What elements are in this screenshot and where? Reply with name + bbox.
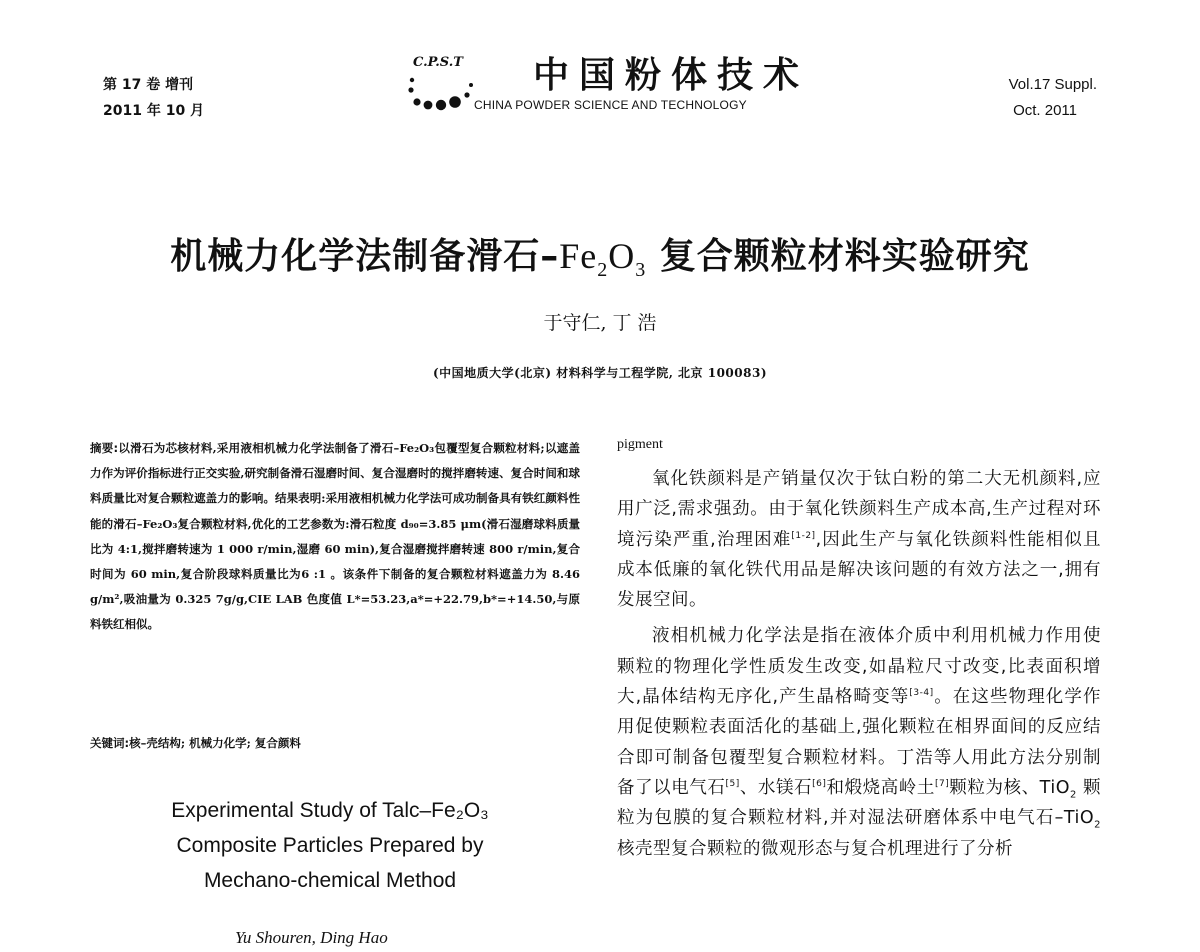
body-paragraph: 氧化铁颜料是产销量仅次于钛白粉的第二大无机颜料,应用广泛,需求强劲。由于氧化铁颜料生产成本高,生产过程对环境污染严重,治理困难[1-2],因此生产与氧化铁颜料性能相似且成本低廉的氧化铁代用品是解决该问题的有效方法之一,拥有发展空间。: [617, 469, 1102, 611]
journal-logo-icon: [405, 50, 477, 112]
english-authors: Yu Shouren, Ding Hao: [235, 928, 388, 947]
date-cn: 2011 年 10 月: [103, 103, 205, 119]
english-title-line2: Composite Particles Prepared by: [176, 834, 484, 857]
abstract-label: 摘要:: [90, 441, 119, 455]
english-title-line1: Experimental Study of Talc–Fe₂O₃: [171, 799, 489, 822]
header-volume-info: [103, 72, 204, 124]
body-paragraph: 液相机械力化学法是指在液体介质中利用机械力作用使颗粒的物理化学性质发生改变,如晶粒尺寸改变,比表面积增大,晶体结构无序化,产生晶格畸变等[3-4]。在这些物理化学作用促使颗粒表面活化的基础上,强化颗粒在相界面间的反应结合即可制备包覆型复合颗粒材料。丁浩等人用此方法分别制备了以电气石[5]、水镁石[6]和煅烧高岭土[7]颗粒为核、TiO$_2$ 颗粒为包膜的复合颗粒材料,并对湿法研磨体系中电气石–TiO$_2$ 核壳型复合颗粒的微观形态与复合机理进行了分析: [617, 626, 1102, 859]
keywords-text: 核–壳结构; 机械力化学; 复合颜料: [129, 736, 301, 750]
header-volume-info-en: [1009, 72, 1097, 124]
keywords: [90, 731, 580, 755]
title-prefix: 机械力化学法制备滑石–: [170, 236, 560, 277]
body-right-column: [617, 435, 1101, 864]
abstract: [90, 436, 580, 638]
date-en: Oct. 2011: [1013, 102, 1077, 119]
abstract-text: 以滑石为芯核材料,采用液相机械力化学法制备了滑石–Fe₂O₃包覆型复合颗粒材料;以遮盖力作为评价指标进行正交实验,研究制备滑石湿磨时间、复合湿磨时的搅拌磨转速、复合时间和球料质量比对复合颗粒遮盖力的影响。结果表明:采用液相机械力化学法可成功制备具有铁红颜料性能的滑石–Fe₂O₃复合颗粒材料,优化的工艺参数为:滑石粒度 d₉₀=3.85 μm(滑石湿磨球料质量比为 4:1,搅拌磨转速为 1 000 r/min,湿磨 60 min),复合湿磨搅拌磨转速 800 r/min,复合时间为 60 min,复合阶段球料质量比为6 :1 。该条件下制备的复合颗粒材料遮盖力为 8.46 g/m²,吸油量为 0.325 7g/g,CIE LAB 色度值 L*=53.23,a*=+22.79,b*=+14.50,与原料铁红相似。: [90, 441, 580, 632]
logo-text: C.P.S.T: [413, 55, 463, 70]
authors: 于守仁, 丁 浩: [543, 312, 657, 334]
journal-name-cn: 中国粉体技术: [533, 54, 810, 96]
carryover-word: pigment: [617, 437, 663, 452]
title-suffix: 复合颗粒材料实验研究: [646, 236, 1030, 277]
english-title: [90, 793, 570, 898]
paper-title: [0, 228, 1200, 282]
volume-cn: 第 17 卷 增刊: [103, 77, 194, 93]
english-title-line3: Mechano-chemical Method: [203, 869, 457, 892]
affiliation: (中国地质大学(北京) 材料科学与工程学院, 北京 100083): [432, 366, 768, 380]
volume-en: Vol.17 Suppl.: [1008, 76, 1097, 93]
title-formula: $Fe_2O_3$: [559, 236, 647, 282]
journal-name-en: CHINA POWDER SCIENCE AND TECHNOLOGY: [474, 98, 747, 112]
keywords-label: 关键词:: [90, 736, 130, 750]
